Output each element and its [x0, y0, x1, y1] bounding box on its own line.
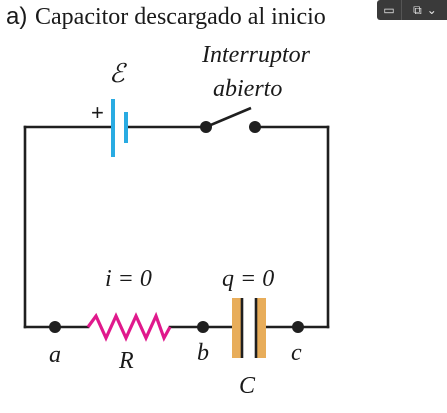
chevron-down-icon: ⌄ — [426, 3, 437, 17]
resistor-label: R — [119, 348, 134, 374]
wires — [25, 127, 328, 327]
emf-label: ℰ — [109, 59, 125, 88]
node-b — [197, 321, 209, 333]
title-part-letter: a) — [6, 3, 28, 30]
current-equation — [105, 266, 152, 292]
node-c — [292, 321, 304, 333]
switch-contact-right — [249, 121, 261, 133]
switch-label-line2: abierto — [213, 76, 283, 102]
view-options-button[interactable] — [401, 0, 447, 20]
switch-blade — [206, 108, 251, 127]
comment-icon: ▭ — [383, 3, 395, 17]
comment-button[interactable] — [377, 0, 401, 20]
switch — [200, 42, 311, 133]
title-text: Capacitor descargado al inicio — [35, 4, 326, 30]
node-c-label: c — [291, 340, 302, 366]
battery-plus-sign: + — [91, 100, 104, 125]
resistor — [88, 316, 170, 338]
node-b-label: b — [197, 340, 209, 366]
node-a — [49, 321, 61, 333]
switch-label-line1: Interruptor — [202, 42, 310, 68]
view-icon: ⧉ — [413, 3, 422, 17]
charge-equation — [222, 266, 274, 292]
capacitor-plate-right — [256, 298, 266, 358]
switch-contact-left — [200, 121, 212, 133]
charge-equation-text: q = 0 — [222, 266, 275, 292]
current-equation-text: i = 0 — [105, 266, 152, 292]
battery — [91, 59, 127, 157]
capacitor — [232, 298, 266, 358]
capacitor-label: C — [239, 373, 256, 399]
capacitor-plate-left — [232, 298, 242, 358]
node-a-label: a — [49, 342, 61, 368]
